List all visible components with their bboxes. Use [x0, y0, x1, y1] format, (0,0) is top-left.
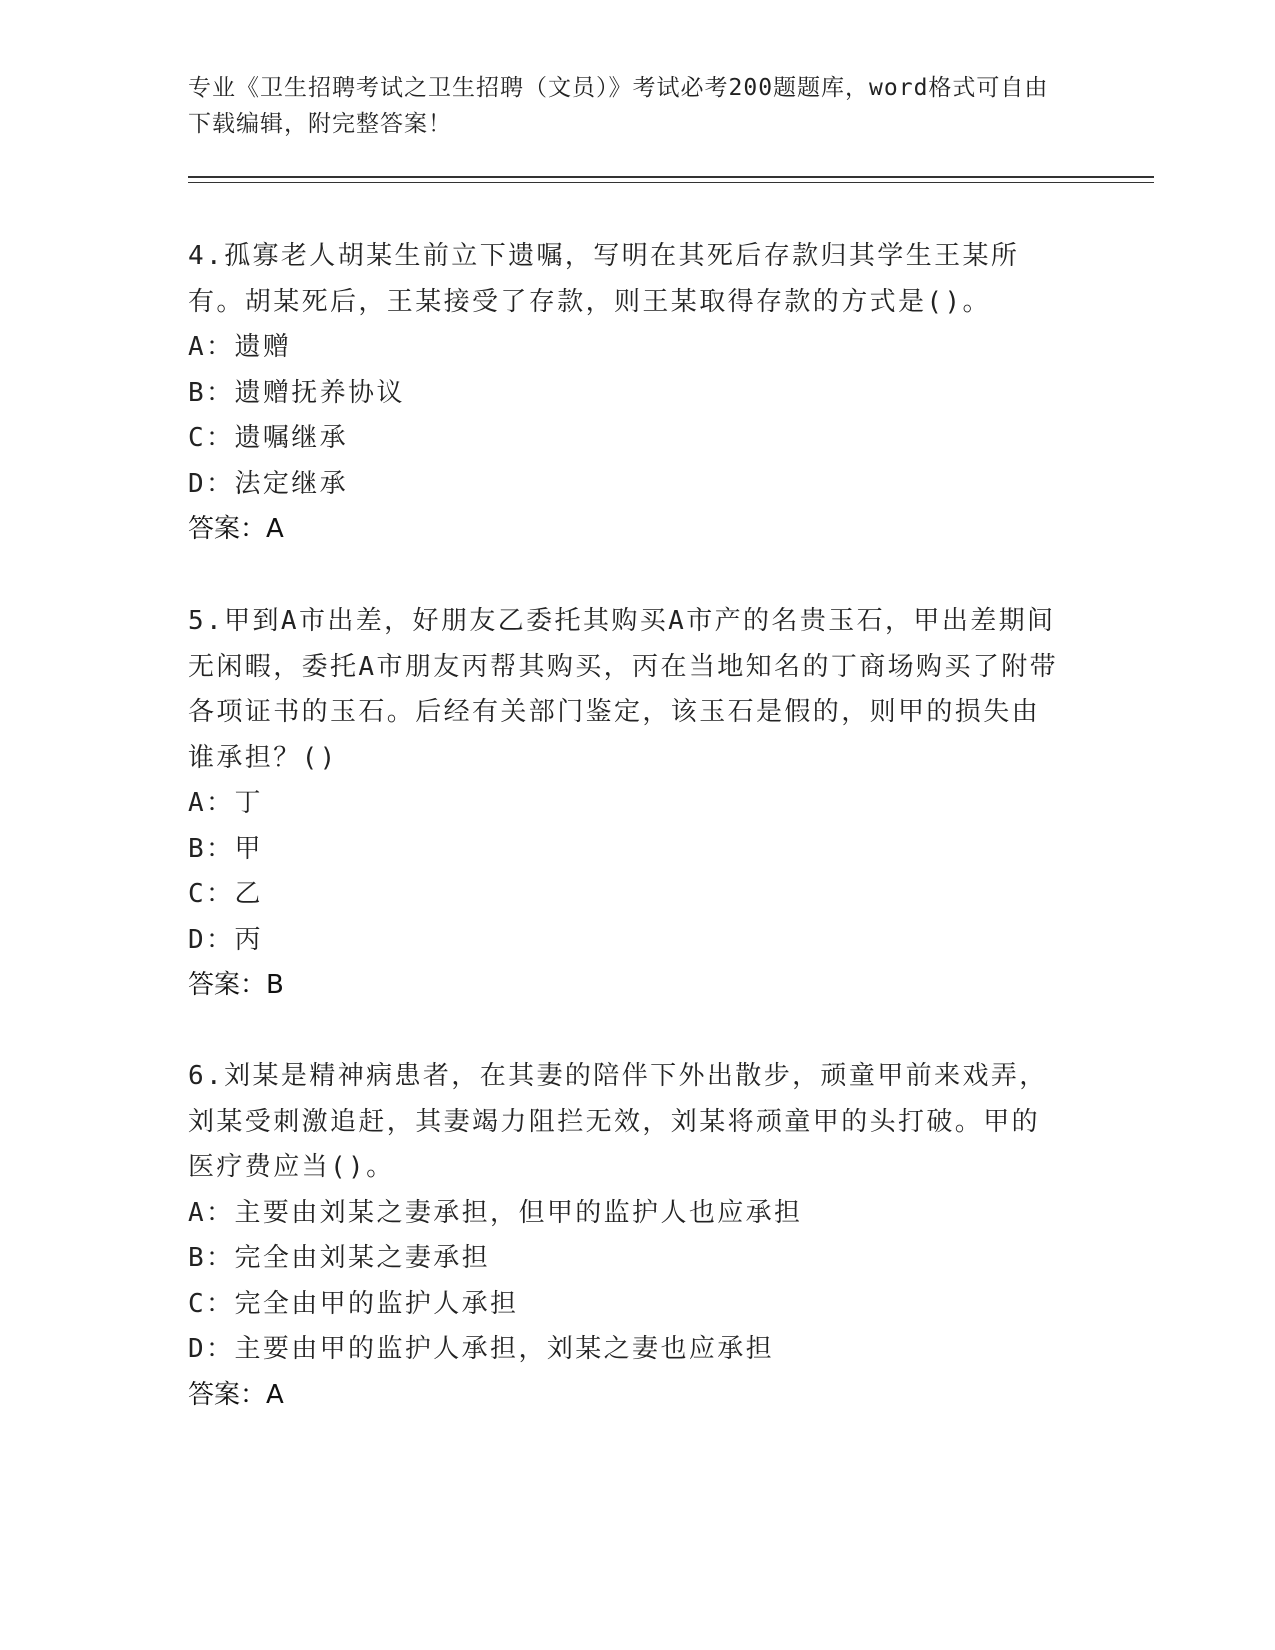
question-6	[188, 1054, 1068, 1418]
option-c: C：乙	[188, 879, 263, 909]
option-c: C：遗嘱继承	[188, 423, 349, 453]
header-divider-thick	[188, 176, 1154, 178]
option-a: A：主要由刘某之妻承担，但甲的监护人也应承担	[188, 1197, 803, 1228]
answer: 答案：B	[188, 970, 284, 1000]
question-4	[188, 234, 1068, 553]
option-b: B：完全由刘某之妻承担	[188, 1243, 491, 1273]
option-d: D：丙	[188, 924, 263, 955]
option-b: B：甲	[188, 833, 263, 864]
answer: 答案：A	[188, 1379, 284, 1410]
document-header: 专业《卫生招聘考试之卫生招聘（文员）》考试必考200题题库，word格式可自由下载编辑，附完整答案！	[188, 75, 1049, 137]
question-stem: 6.刘某是精神病患者，在其妻的陪伴下外出散步，顽童甲前来戏弄，刘某受刺激追赶，其妻竭力阻拦无效，刘某将顽童甲的头打破。甲的医疗费应当()。	[188, 1061, 1048, 1182]
option-a: A：丁	[188, 788, 263, 818]
option-b: B：遗赠抚养协议	[188, 377, 405, 408]
question-stem: 4.孤寡老人胡某生前立下遗嘱，写明在其死后存款归其学生王某所有。胡某死后，王某接受了存款，则王某取得存款的方式是()。	[188, 241, 1020, 317]
option-a: A：遗赠	[188, 332, 292, 362]
option-d: D：主要由甲的监护人承担，刘某之妻也应承担	[188, 1334, 775, 1364]
header-divider-thin	[188, 182, 1154, 183]
option-d: D：法定继承	[188, 468, 349, 499]
question-5	[188, 599, 1068, 1009]
question-stem: 5.甲到A市出差，好朋友乙委托其购买A市产的名贵玉石，甲出差期间无闲暇，委托A市朋友丙帮其购买，丙在当地知名的丁商场购买了附带各项证书的玉石。后经有关部门鉴定，该玉石是假的，则甲的损失由谁承担？()	[188, 606, 1059, 773]
option-c: C：完全由甲的监护人承担	[188, 1288, 519, 1319]
answer: 答案：A	[188, 514, 284, 544]
